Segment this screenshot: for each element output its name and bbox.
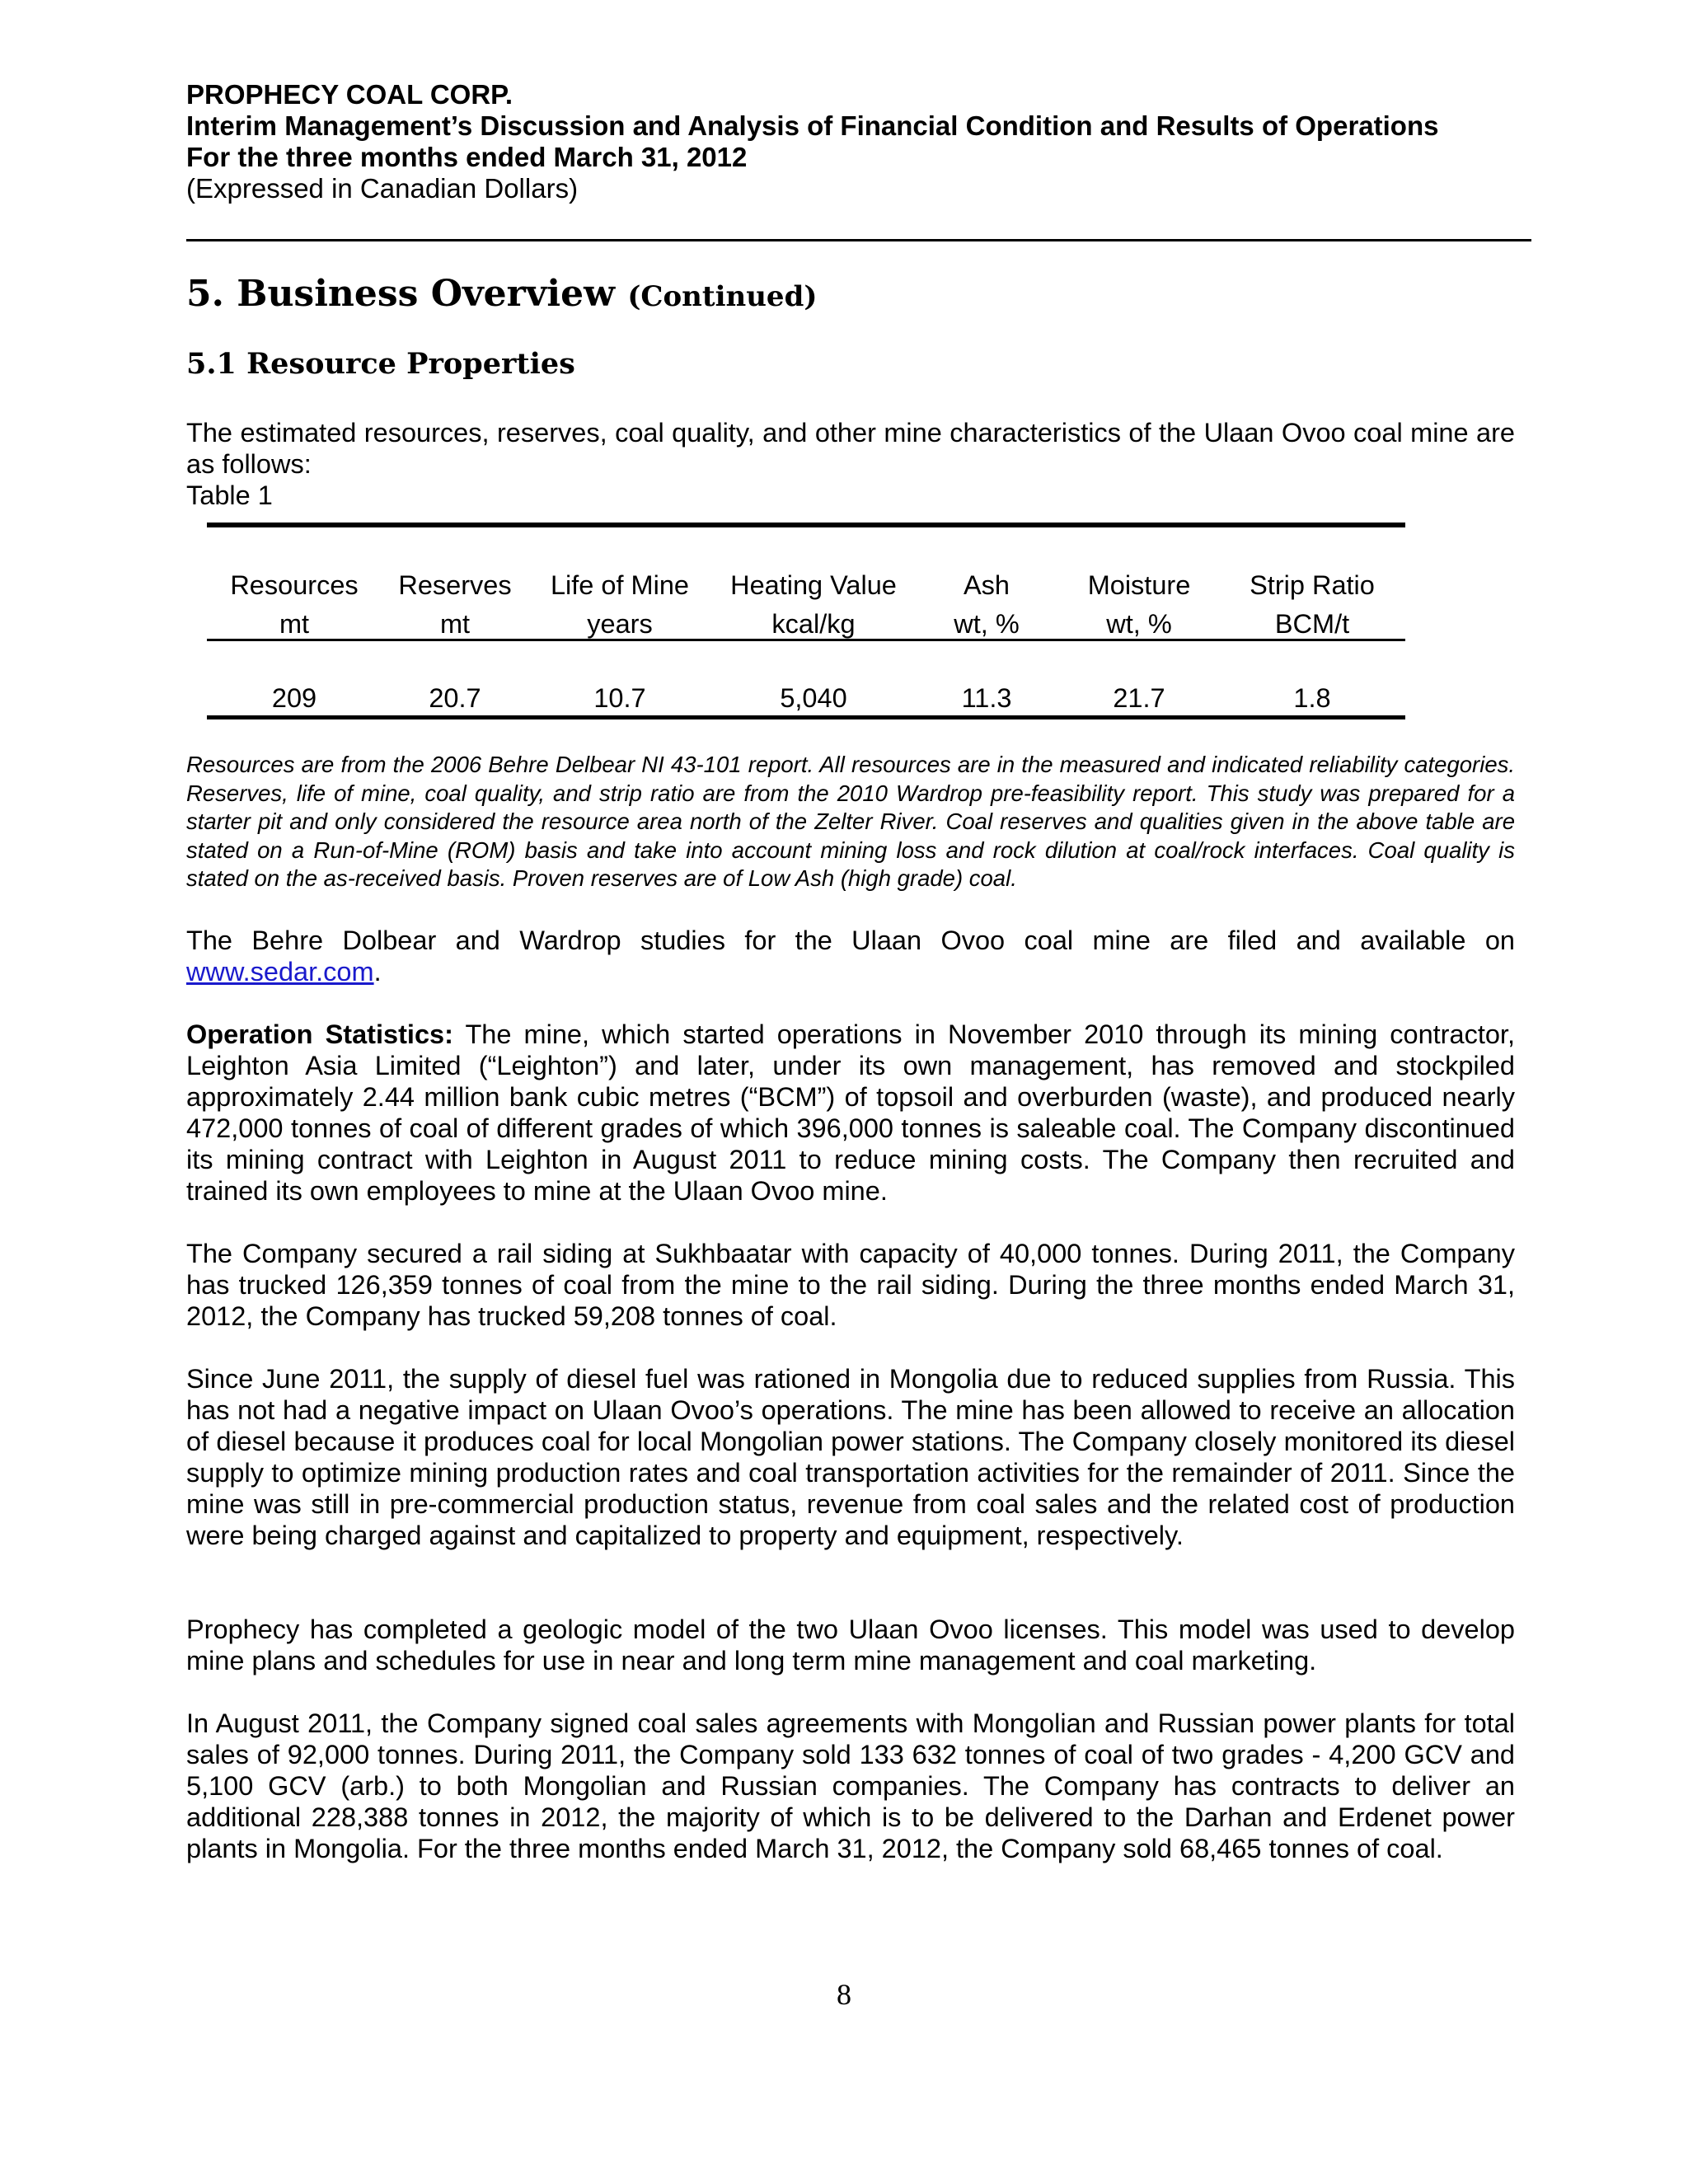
col-header-moisture: Moisture [1087,570,1191,600]
table-label: Table 1 [186,480,273,510]
sedar-link[interactable]: www.sedar.com [186,957,374,987]
section-title: 5. Business Overview [186,273,615,315]
value-ash: 11.3 [961,683,1012,713]
table-top-rule [207,523,1405,527]
section-continued: (Continued) [627,280,818,313]
coal-sales-paragraph: In August 2011, the Company signed coal sales agreements with Mongolian and Russian power plants for total sales of 92,000 tonnes. During 2011, the Company sold 133 632 tonnes of coal of two grades - 4,200 GCV and 5,100 GCV (arb.) to both Mongolian and Russian companies. The Company has contracts to deliver an additional 228,388 tonnes in 2012, the majority of which is to be delivered to the Darhan and Erdenet power plants in Mongolia. For the three months ended March 31, 2012, the Company sold 68,465 tonnes of coal. [186,1708,1515,1863]
intro-paragraph [186,417,1515,511]
value-resources: 209 [271,683,317,713]
report-title: Interim Management’s Discussion and Analysis of Financial Condition and Results of Operations [186,110,1439,141]
geologic-model-paragraph: Prophecy has completed a geologic model of the two Ulaan Ovoo licenses. This model was used to develop mine plans and schedules for use in near and long term mine management and coal marketing. [186,1615,1515,1675]
studies-paragraph [186,925,1515,987]
currency-note: (Expressed in Canadian Dollars) [186,173,579,204]
col-unit-life-of-mine: years [587,609,653,639]
operation-label: Operation Statistics: [186,1019,453,1049]
value-strip-ratio: 1.8 [1293,683,1331,713]
operation-paragraph [186,1019,1515,1207]
value-moisture: 21.7 [1113,683,1165,713]
report-period: For the three months ended March 31, 2012 [186,142,748,172]
operation-text: The mine, which started operations in November 2010 through its mining contractor, Leighton Asia Limited (“Leighton”) and later, under its own management, has removed and stockpiled approximately 2.44 million bank cubic metres (“BCM”) of topsoil and overburden (waste), and produced nearly 472,000 tonnes of coal of different grades of which 396,000 tonnes is saleable coal. The Company discontinued its mining contract with Leighton in August 2011 to reduce mining costs. The Company then recruited and trained its own employees to mine at the Ulaan Ovoo mine. [186,1019,1515,1206]
value-heating-value: 5,040 [780,683,847,713]
table-bottom-rule [207,715,1405,719]
col-header-strip-ratio: Strip Ratio [1250,570,1375,600]
page-number: 8 [837,1978,851,2011]
rail-siding-paragraph: The Company secured a rail siding at Sukhbaatar with capacity of 40,000 tonnes. During 2011, the Company has trucked 126,359 tonnes of coal from the mine to the rail siding. During the three months ended March 31, 2012, the Company has trucked 59,208 tonnes of coal. [186,1239,1515,1331]
col-unit-ash: wt, % [954,609,1020,639]
col-unit-reserves: mt [439,609,471,639]
col-unit-strip-ratio: BCM/t [1274,609,1350,639]
page-header [186,79,1538,204]
col-header-reserves: Reserves [398,570,512,600]
company-name: PROPHECY COAL CORP. [186,79,513,110]
studies-end: . [373,957,382,987]
col-header-heating-value: Heating Value [730,570,897,600]
section-heading [186,272,817,319]
col-unit-heating-value: kcal/kg [771,609,856,639]
table-footnote: Resources are from the 2006 Behre Delbear NI 43-101 report. All resources are in the measured and indicated reliability categories. Reserves, life of mine, coal quality, and strip ratio are from the 2010 Wardrop pre-feasibility report. This study was prepared for a starter pit and only considered the resource area north of the Zelter River. Coal reserves and qualities given in the above table are stated on a Run-of-Mine (ROM) basis and take into account mining loss and rock dilution at coal/rock interfaces. Coal quality is stated on the as-received basis. Proven reserves are of Low Ash (high grade) coal. [186,752,1515,891]
diesel-paragraph: Since June 2011, the supply of diesel fuel was rationed in Mongolia due to reduced supplies from Russia. This has not had a negative impact on Ulaan Ovoo’s operations. The mine has been allowed to receive an allocation of diesel because it produces coal for local Mongolian power stations. The Company closely monitored its diesel supply to optimize mining production rates and coal transportation activities for the remainder of 2011. Since the mine was still in pre-commercial production status, revenue from coal sales and the related cost of production were being charged against and capitalized to property and equipment, respectively. [186,1364,1515,1550]
subsection-heading: 5.1 Resource Properties [186,347,575,381]
value-reserves: 20.7 [429,683,481,713]
intro-text: The estimated resources, reserves, coal quality, and other mine characteristics of the Ulaan Ovoo coal mine are as follows: [186,418,1515,479]
col-unit-resources: mt [279,609,310,639]
value-life-of-mine: 10.7 [593,683,646,713]
col-header-life-of-mine: Life of Mine [550,570,689,600]
header-divider [186,239,1531,241]
col-header-ash: Ash [963,570,1010,600]
col-header-resources: Resources [230,570,359,600]
studies-text: The Behre Dolbear and Wardrop studies for the Ulaan Ovoo coal mine are filed and available on [186,926,1515,955]
col-unit-moisture: wt, % [1106,609,1172,639]
